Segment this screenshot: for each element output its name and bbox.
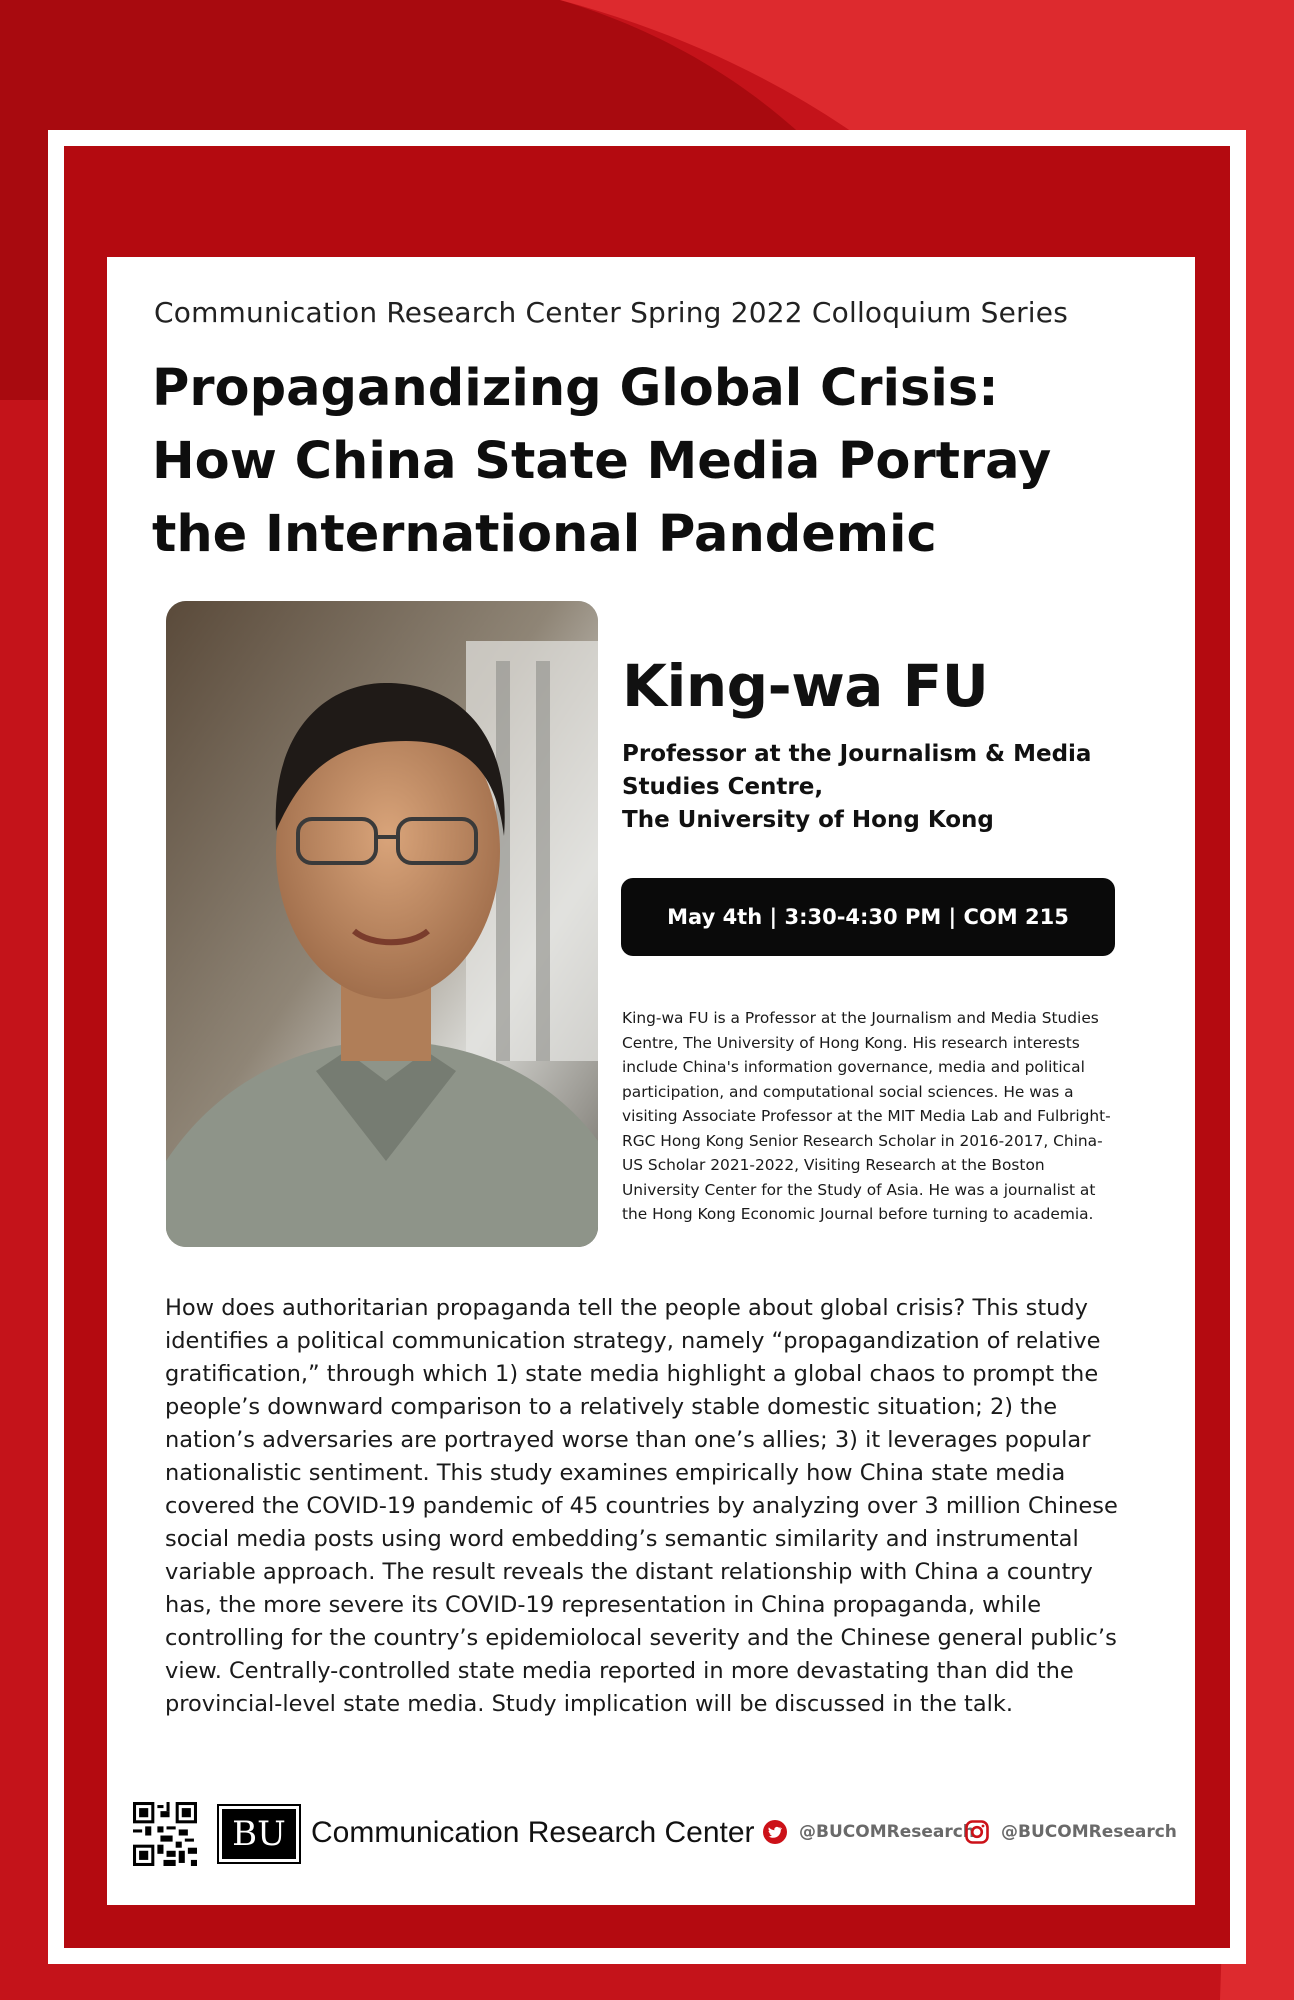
footer (133, 1802, 1177, 1868)
event-details-bar (621, 878, 1115, 956)
twitter-handle: @BUCOMResearch (799, 1822, 975, 1842)
affiliation-line: The University of Hong Kong (622, 807, 994, 833)
talk-abstract: How does authoritarian propaganda tell the people about global crisis? This study identifies a political communication strategy, namely “propagandization of relative gratification,” through which 1) state media highlight a global chaos to prompt the people’s downward comparison to a relatively stable domestic situation; 2) the nation’s adversaries are portrayed worse than one’s allies; 3) it leverages popular nationalistic sentiment. This study examines empirically how China state media covered the COVID-19 pandemic of 45 countries by analyzing over 3 million Chinese social media posts using word embedding’s semantic similarity and instrumental variable approach. The result reveals the distant relationship with China a country has, the more severe its COVID-19 representation in China propaganda, while controlling for the country’s epidemiolocal severity and the Chinese general public’s view. Centrally-controlled state media reported in more devastating than did the provincial-level state media. Study implication will be discussed in the talk. (165, 1295, 1118, 1717)
instagram-handle: @BUCOMResearch (1001, 1822, 1177, 1842)
speaker-photo (166, 601, 598, 1247)
speaker-bio: King-wa FU is a Professor at the Journalism and Media Studies Centre, The University of Hong Kong. His research interests include China's information governance, media and political participation, and computational social sciences. He was a visiting Associate Professor at the MIT Media Lab and Fulbright-RGC Hong Kong Senior Research Scholar in 2016-2017, China-US Scholar 2021-2022, Visiting Research at the Boston University Center for the Study of Asia. He was a journalist at the Hong Kong Economic Journal before turning to academia. (622, 1009, 1111, 1223)
instagram-icon (965, 1820, 989, 1844)
affiliation-line: Professor at the Journalism & Media (622, 741, 1092, 767)
event-details: May 4th | 3:30-4:30 PM | COM 215 (667, 905, 1069, 929)
twitter-link[interactable] (763, 1820, 975, 1844)
twitter-icon (763, 1820, 787, 1844)
instagram-link[interactable] (965, 1820, 1177, 1844)
speaker-affiliation (622, 738, 1102, 837)
bu-logo: BU (219, 1806, 299, 1862)
affiliation-line: Studies Centre, (622, 774, 824, 800)
qr-code-icon[interactable] (133, 1802, 197, 1866)
series-label: Communication Research Center Spring 2022 Colloquium Series (154, 296, 1068, 329)
center-name: Communication Research Center (311, 1816, 755, 1849)
speaker-name: King-wa FU (622, 652, 989, 720)
talk-title: Propagandizing Global Crisis: How China State Media Portray the International Pandemic (152, 359, 1052, 564)
